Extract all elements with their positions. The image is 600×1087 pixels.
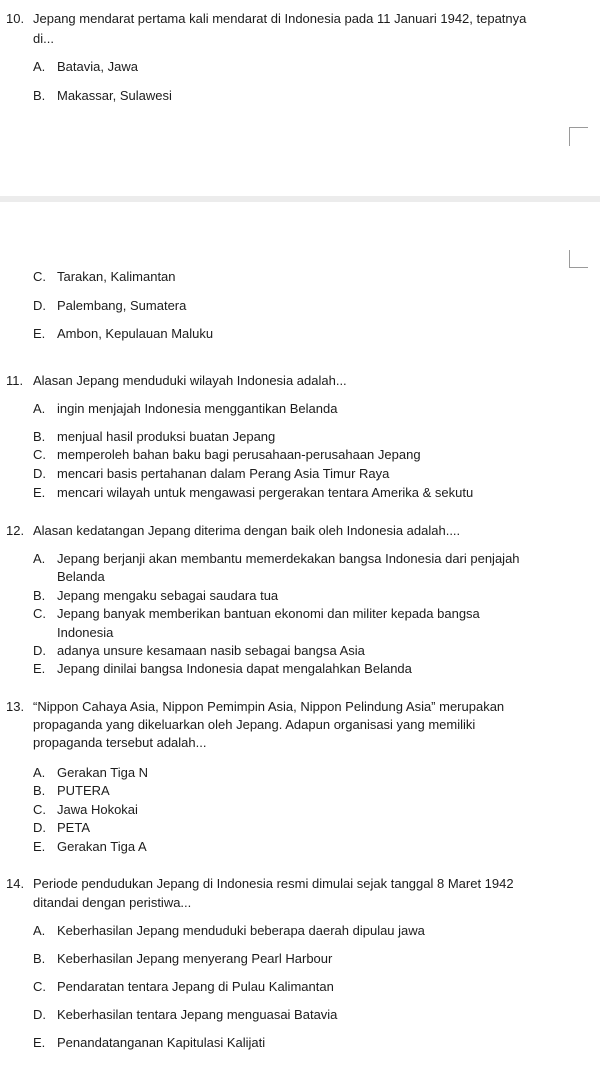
option-text: Gerakan Tiga A <box>57 839 147 854</box>
question-number: 12. <box>6 523 25 538</box>
option-letter: B. <box>33 429 46 444</box>
option-text: PUTERA <box>57 783 110 798</box>
option-text: mencari basis pertahanan dalam Perang Asia Timur Raya <box>57 466 390 481</box>
option-letter: D. <box>33 643 46 658</box>
option-text: Jepang mengaku sebagai saudara tua <box>57 588 279 603</box>
option-text: Indonesia <box>57 625 114 640</box>
option-text: Keberhasilan Jepang menyerang Pearl Harbour <box>57 951 333 966</box>
option-text: Ambon, Kepulauan Maluku <box>57 326 214 341</box>
option-text: Jepang dinilai bangsa Indonesia dapat mengalahkan Belanda <box>57 661 412 676</box>
page-break-divider <box>0 196 600 202</box>
question-number: 11. <box>6 373 24 388</box>
option-text: Pendaratan tentara Jepang di Pulau Kalimantan <box>57 979 334 994</box>
option-letter: E. <box>33 661 46 676</box>
option-text: Jepang banyak memberikan bantuan ekonomi dan militer kepada bangsa <box>57 606 480 621</box>
option-text: mencari wilayah untuk mengawasi pergerakan tentara Amerika & sekutu <box>57 485 474 500</box>
question-text-line: Alasan kedatangan Jepang diterima dengan baik oleh Indonesia adalah.... <box>33 523 461 538</box>
option-text: PETA <box>57 820 90 835</box>
option-letter: D. <box>33 1007 46 1022</box>
option-letter: E. <box>33 1035 46 1050</box>
option-text: Gerakan Tiga N <box>57 765 149 780</box>
question-number: 14. <box>6 876 25 891</box>
question-text-line: Periode pendudukan Jepang di Indonesia resmi dimulai sejak tanggal 8 Maret 1942 <box>33 876 514 891</box>
option-letter: E. <box>33 485 46 500</box>
crop-mark-top <box>569 127 588 146</box>
option-letter: D. <box>33 466 46 481</box>
option-text: Batavia, Jawa <box>57 59 138 74</box>
option-text: ingin menjajah Indonesia menggantikan Belanda <box>57 401 338 416</box>
question-text-line: propaganda yang dikeluarkan oleh Jepang. Adapun organisasi yang memiliki <box>33 717 476 732</box>
question-number: 10. <box>6 11 25 26</box>
option-letter: D. <box>33 820 46 835</box>
option-letter: E. <box>33 326 46 341</box>
question-text-line: “Nippon Cahaya Asia, Nippon Pemimpin Asia, Nippon Pelindung Asia” merupakan <box>33 699 505 714</box>
option-text: Penandatanganan Kapitulasi Kalijati <box>57 1035 266 1050</box>
option-text: Jawa Hokokai <box>57 802 138 817</box>
option-letter: C. <box>33 802 46 817</box>
option-text: Makassar, Sulawesi <box>57 88 172 103</box>
question-number: 13. <box>6 699 25 714</box>
option-letter: C. <box>33 447 46 462</box>
option-letter: D. <box>33 298 46 313</box>
option-letter: B. <box>33 783 46 798</box>
question-text-line: Alasan Jepang menduduki wilayah Indonesia adalah... <box>33 373 347 388</box>
option-letter: A. <box>33 551 46 566</box>
option-letter: A. <box>33 765 46 780</box>
question-text-line: di... <box>33 31 54 46</box>
question-text-line: propaganda tersebut adalah... <box>33 735 207 750</box>
option-letter: A. <box>33 59 46 74</box>
option-letter: E. <box>33 839 46 854</box>
option-text: memperoleh bahan baku bagi perusahaan-perusahaan Jepang <box>57 447 421 462</box>
option-text: menjual hasil produksi buatan Jepang <box>57 429 276 444</box>
option-letter: A. <box>33 923 46 938</box>
question-text-line: ditandai dengan peristiwa... <box>33 895 192 910</box>
option-text: Keberhasilan tentara Jepang menguasai Batavia <box>57 1007 338 1022</box>
option-letter: C. <box>33 269 46 284</box>
option-text: adanya unsure kesamaan nasib sebagai bangsa Asia <box>57 643 365 658</box>
option-text: Jepang berjanji akan membantu memerdekakan bangsa Indonesia dari penjajah <box>57 551 520 566</box>
option-letter: C. <box>33 979 46 994</box>
option-text: Palembang, Sumatera <box>57 298 187 313</box>
option-letter: C. <box>33 606 46 621</box>
crop-mark-bottom <box>569 250 588 268</box>
option-text: Belanda <box>57 569 105 584</box>
option-text: Keberhasilan Jepang menduduki beberapa daerah dipulau jawa <box>57 923 425 938</box>
option-letter: B. <box>33 951 46 966</box>
question-text-line: Jepang mendarat pertama kali mendarat di Indonesia pada 11 Januari 1942, tepatnya <box>33 11 527 26</box>
option-letter: B. <box>33 88 46 103</box>
option-text: Tarakan, Kalimantan <box>57 269 176 284</box>
option-letter: A. <box>33 401 46 416</box>
option-letter: B. <box>33 588 46 603</box>
